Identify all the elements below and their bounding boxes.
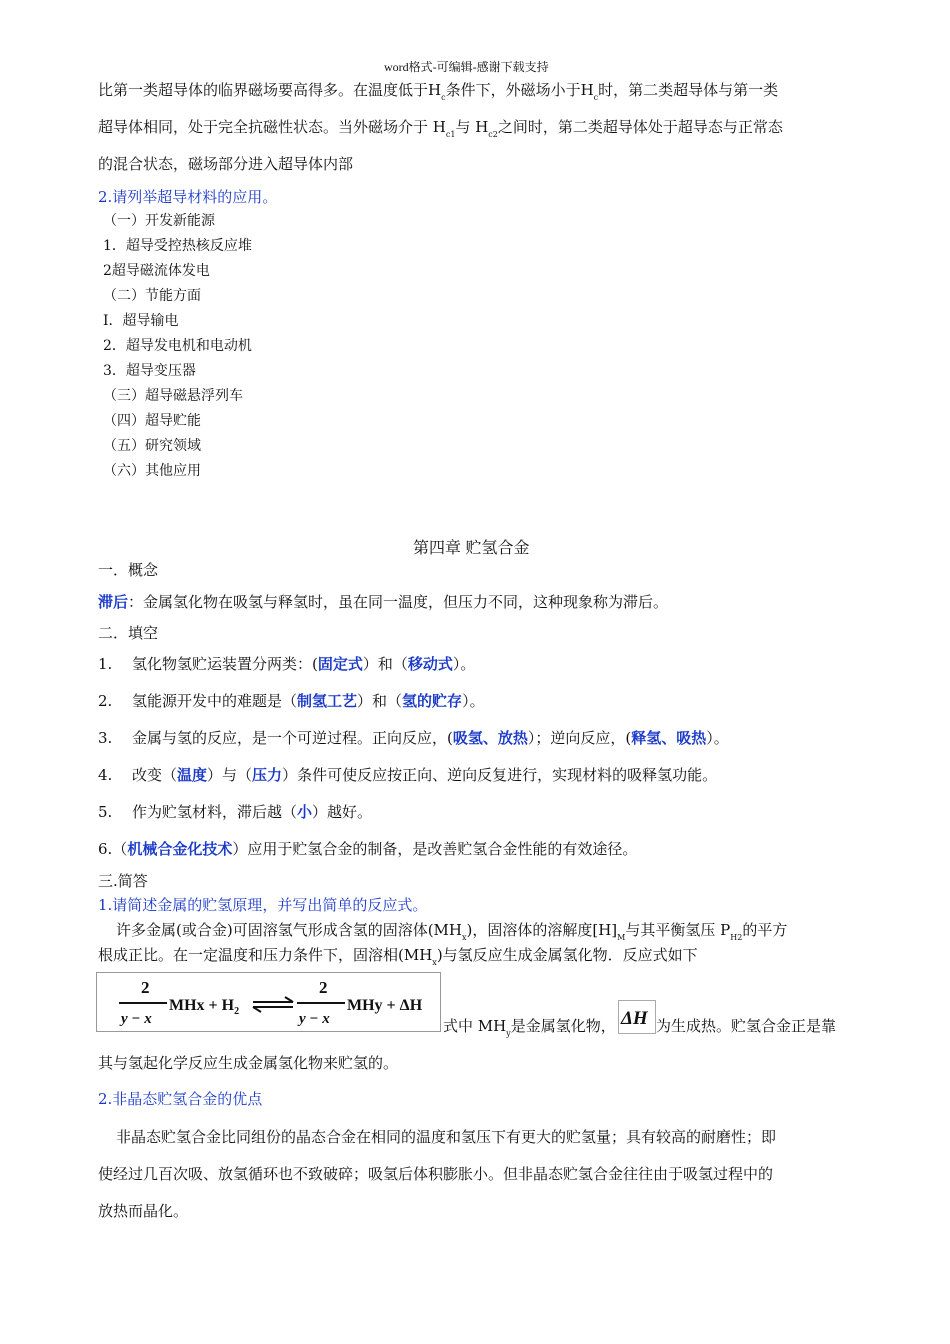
answer-2-line-3: 放热而晶化。 bbox=[98, 1202, 189, 1220]
chapter-title: 第四章 贮氢合金 bbox=[413, 540, 530, 557]
fraction-numerator: 2 bbox=[319, 978, 328, 997]
list-item: 2．超导发电机和电动机 bbox=[103, 338, 252, 354]
list-item: 3．超导变压器 bbox=[103, 363, 196, 379]
list-item: 2超导磁流体发电 bbox=[103, 263, 210, 279]
fill-item-3: 3. 金属与氢的反应，是一个可逆过程。正向反应，(吸氢、放热）；逆向反应，(释氢、吸热）。 bbox=[98, 729, 729, 747]
fill-item-4: 4. 改变（温度）与（压力）条件可使反应按正向、逆向反复进行，实现材料的吸释氢功能。 bbox=[98, 766, 718, 784]
page-header: word格式-可编辑-感谢下载支持 bbox=[384, 60, 549, 74]
intro-line-1: 比第一类超导体的临界磁场要高得多。在温度低于$H_c$条件下，外磁场小于$H_c$时，第二类超导体与第一类 bbox=[98, 81, 779, 102]
fraction-numerator: 2 bbox=[141, 978, 150, 997]
answer-1-line-3a: 式中 $MH_y$是金属氢化物， bbox=[443, 1017, 616, 1038]
answer-1-line-1: 许多金属(或合金)可固溶氢气形成含氢的固溶体$(MH_x)$，固溶体的溶解度$[H]_M$与其平衡氢压 $P_{H2}$的平方 bbox=[116, 921, 788, 942]
fraction-denominator: y − x bbox=[121, 1011, 152, 1027]
answer-2-line-1: 非晶态贮氢合金比同组份的晶态合金在相同的温度和氢压下有更大的贮氢量；具有较高的耐磨性；即 bbox=[116, 1128, 777, 1146]
definition-hysteresis: 滞后：金属氢化物在吸氢与释氢时，虽在同一温度，但压力不同，这种现象称为滞后。 bbox=[98, 593, 669, 611]
fill-item-1: 1. 氢化物氢贮运装置分两类：(固定式）和（移动式）。 bbox=[98, 655, 476, 673]
section-1-heading: 一．概念 bbox=[98, 561, 159, 579]
list-item: （二）节能方面 bbox=[103, 288, 201, 304]
fraction-denominator: y − x bbox=[299, 1011, 330, 1027]
list-item: （三）超导磁悬浮列车 bbox=[103, 388, 243, 404]
list-item: （一）开发新能源 bbox=[103, 213, 215, 229]
section-3-heading: 三.简答 bbox=[98, 872, 148, 890]
answer-1-line-3b: 为生成热。贮氢合金正是靠 bbox=[656, 1017, 837, 1035]
answer-1-line-2: 根成正比。在一定温度和压力条件下，固溶相$(MH_x)$与氢反应生成金属氢化物．反应式如下 bbox=[98, 946, 698, 967]
reaction-equation bbox=[96, 972, 441, 1032]
equilibrium-arrow-icon bbox=[253, 997, 293, 1012]
list-item: （六）其他应用 bbox=[103, 463, 201, 479]
lhs-species: MHx + $H_2$ bbox=[169, 997, 240, 1017]
answer-2-line-2: 使经过几百次吸、放氢循环也不致破碎；吸氢后体积膨胀小。但非晶态贮氢合金往往由于吸氢过程中的 bbox=[98, 1165, 774, 1183]
list-item: 1．超导受控热核反应堆 bbox=[103, 238, 252, 254]
answer-1-line-4: 其与氢起化学反应生成金属氢化物来贮氢的。 bbox=[98, 1054, 399, 1072]
intro-line-3: 的混合状态，磁场部分进入超导体内部 bbox=[98, 155, 354, 173]
delta-h-symbol bbox=[618, 1000, 656, 1034]
section-2-heading: 二．填空 bbox=[98, 624, 159, 642]
reaction-equation-graphic bbox=[97, 973, 440, 1031]
question-2-title: 2.请列举超导材料的应用。 bbox=[98, 188, 278, 206]
list-item: （四）超导贮能 bbox=[103, 413, 201, 429]
answer-1-title: 1.请简述金属的贮氢原理，并写出简单的反应式。 bbox=[98, 896, 428, 914]
fill-item-2: 2. 氢能源开发中的难题是（制氢工艺）和（氢的贮存）。 bbox=[98, 692, 485, 710]
answer-2-title: 2.非晶态贮氢合金的优点 bbox=[98, 1090, 263, 1108]
delta-h-text: ΔH bbox=[621, 1008, 648, 1029]
fill-item-6: 6.（机械合金化技术）应用于贮氢合金的制备，是改善贮氢合金性能的有效途径。 bbox=[98, 840, 638, 858]
intro-line-2: 超导体相同，处于完全抗磁性状态。当外磁场介于 $H_{c1}$与 $H_{c2}$之间时，第二类超导体处于超导态与正常态 bbox=[98, 118, 783, 139]
list-item: Ⅰ．超导输电 bbox=[103, 313, 179, 329]
list-item: （五）研究领域 bbox=[103, 438, 201, 454]
rhs-species: MHy + ΔH bbox=[347, 997, 423, 1014]
fill-item-5: 5. 作为贮氢材料，滞后越（小）越好。 bbox=[98, 803, 373, 821]
